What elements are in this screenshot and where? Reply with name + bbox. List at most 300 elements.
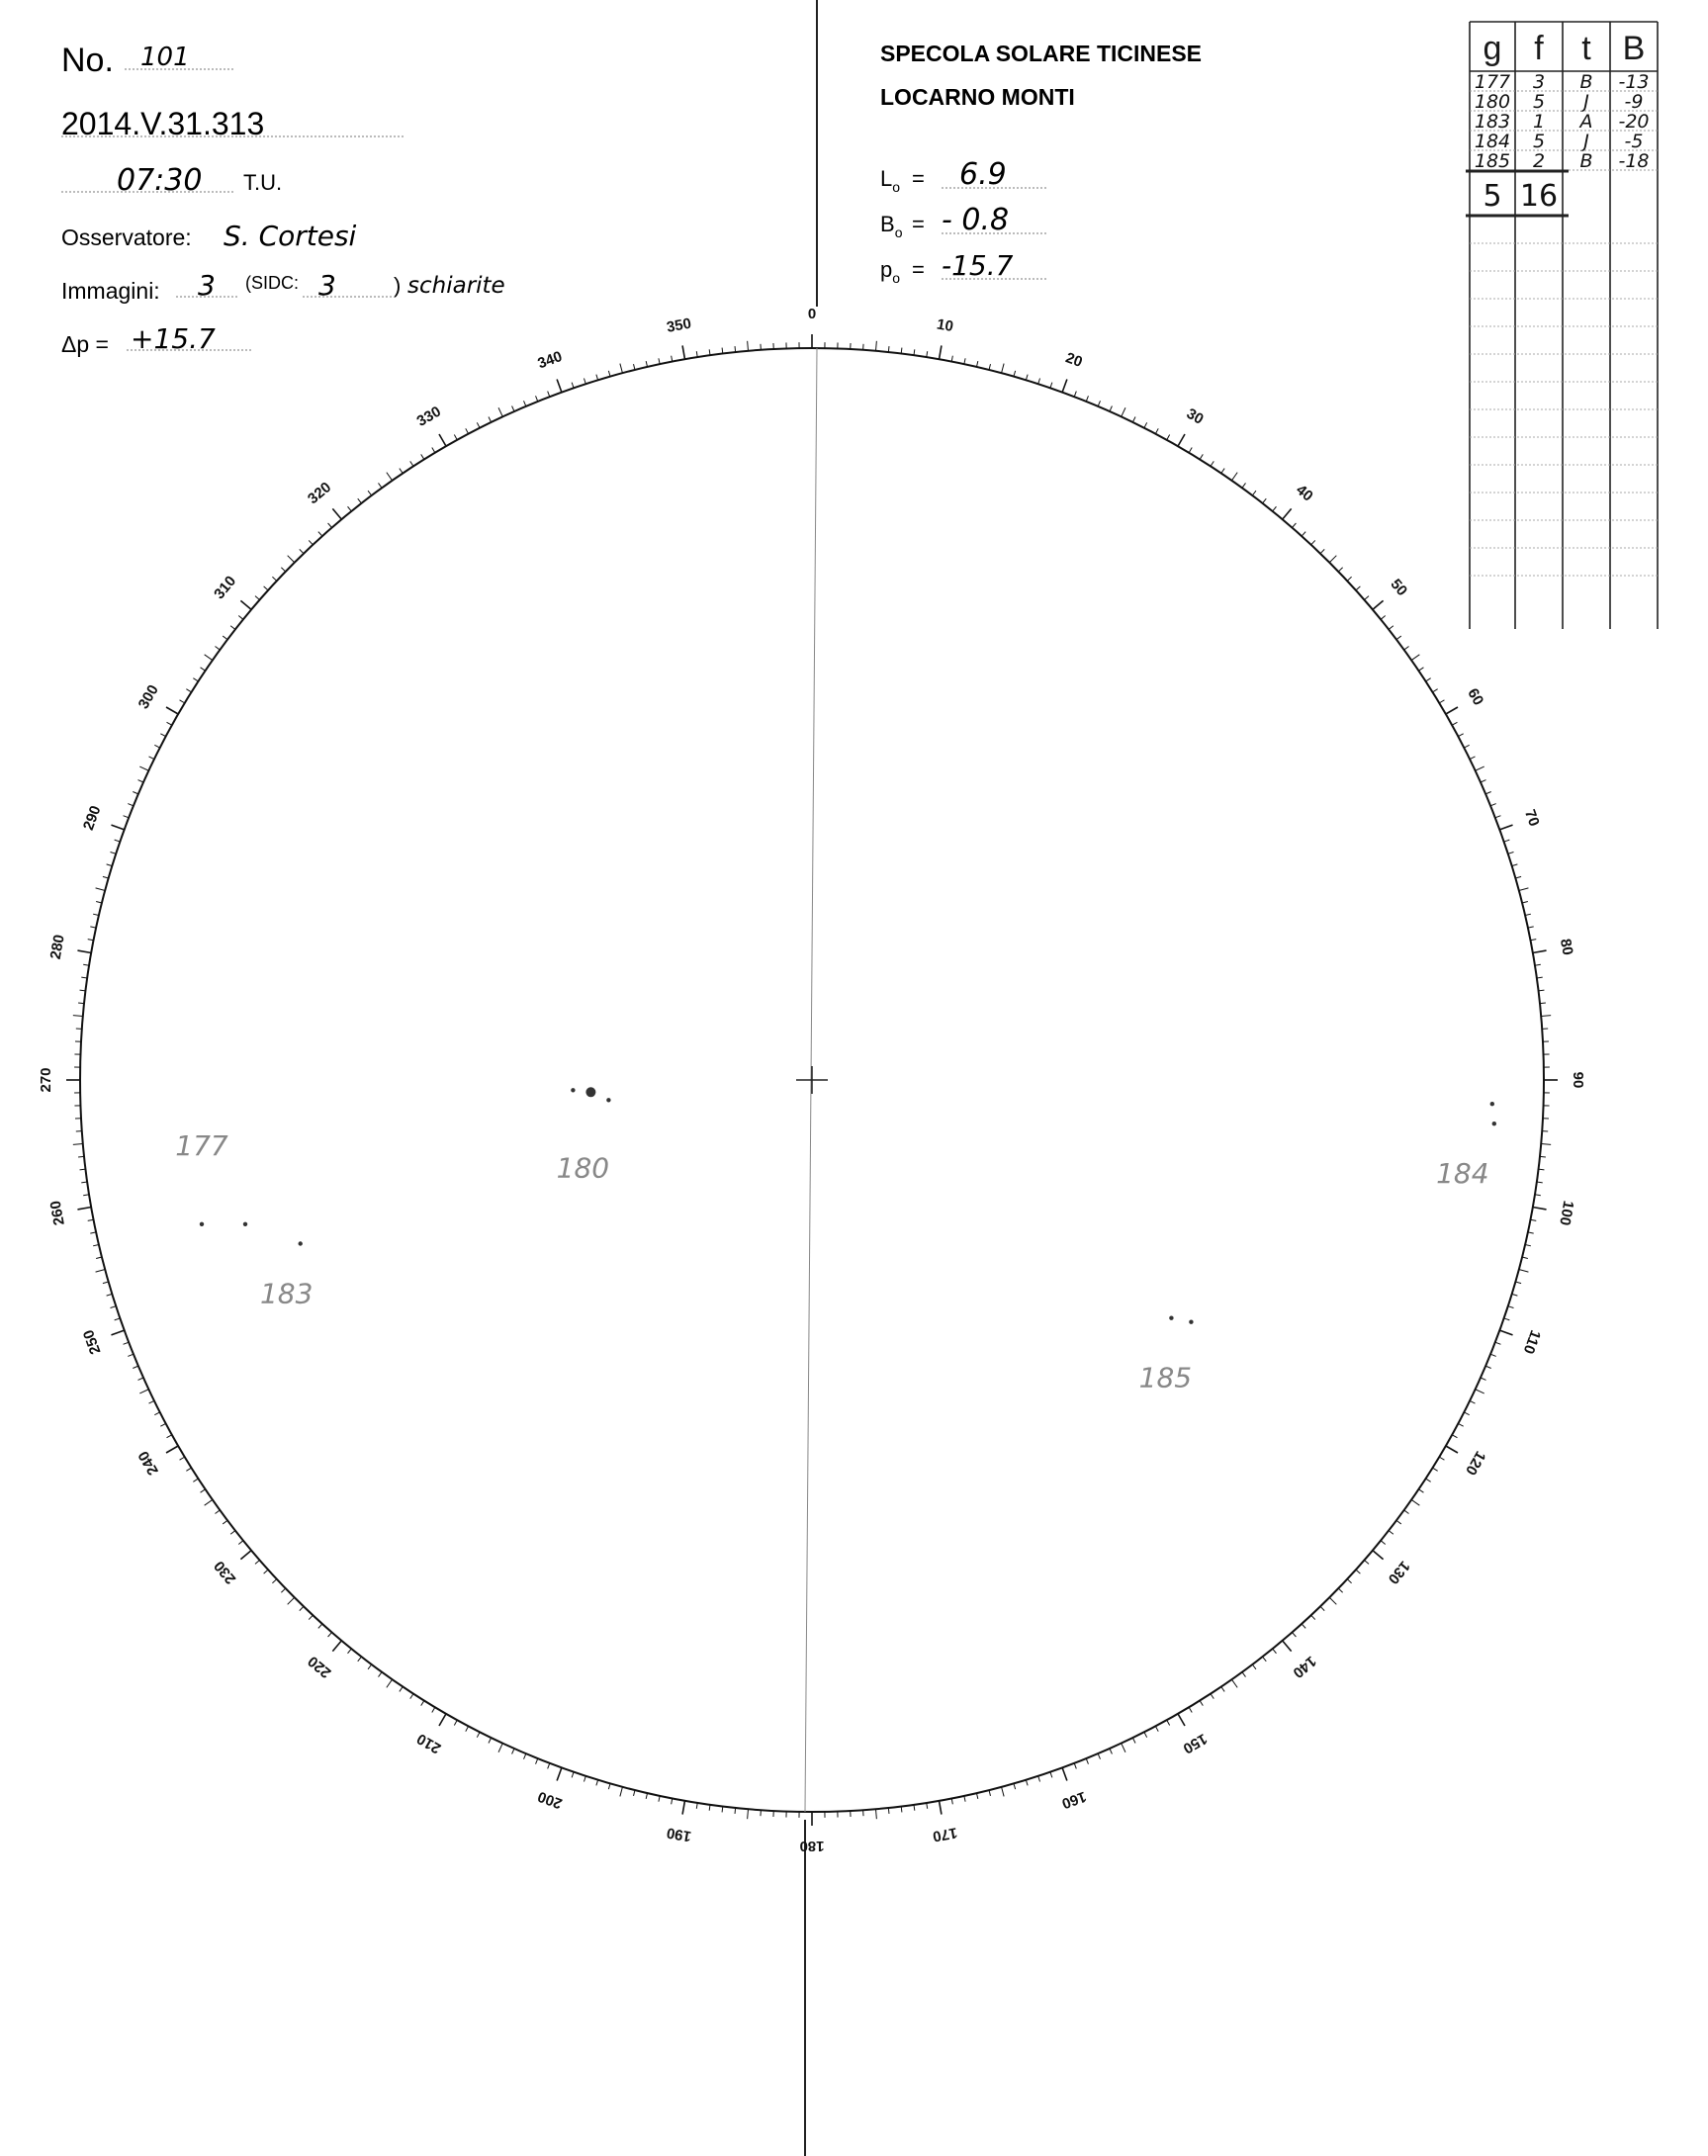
degree-tick (160, 734, 165, 737)
degree-tick (328, 1632, 332, 1637)
table-cell: 180 (1474, 91, 1511, 113)
table-cell: 3 (1532, 71, 1546, 93)
group-table (1466, 22, 1658, 629)
degree-tick (1356, 586, 1360, 590)
degree-tick (696, 1803, 697, 1809)
degree-tick (78, 1156, 84, 1157)
dp-value: +15.7 (131, 322, 216, 355)
degree-tick (524, 1753, 526, 1759)
degree-tick (1530, 1219, 1536, 1220)
time-unit: T.U. (243, 170, 283, 195)
degree-tick (264, 586, 268, 590)
degree-tick (888, 1808, 889, 1814)
degree-label: 250 (79, 1327, 105, 1357)
degree-label: 280 (46, 933, 68, 961)
degree-tick (1530, 940, 1536, 941)
degree-tick (498, 1744, 502, 1752)
degree-tick (1470, 757, 1475, 760)
degree-tick (1504, 1318, 1510, 1320)
degree-tick (1356, 1570, 1360, 1573)
degree-tick (154, 1412, 159, 1415)
degree-tick (1476, 766, 1484, 770)
table-cell: 5 (1532, 91, 1546, 113)
degree-tick (186, 689, 191, 692)
degree-tick (93, 1244, 99, 1245)
degree-tick (596, 1780, 598, 1786)
degree-tick (115, 840, 121, 842)
degree-tick (160, 1423, 165, 1426)
degree-tick (1302, 1624, 1305, 1628)
degree-tick (215, 647, 220, 651)
degree-tick (167, 722, 172, 725)
degree-tick (1273, 506, 1277, 511)
table-cell: 183 (1474, 111, 1511, 133)
degree-tick (940, 345, 942, 359)
degree-tick (1522, 902, 1528, 903)
degree-tick (1062, 379, 1067, 392)
degree-tick (1273, 1649, 1277, 1654)
table-header-cell: t (1581, 30, 1591, 67)
degree-tick (1263, 498, 1267, 503)
degree-tick (659, 358, 660, 364)
degree-tick (215, 1510, 220, 1514)
degree-tick (1495, 816, 1501, 818)
conditions-value: schiarite (407, 273, 505, 299)
degree-label: 350 (665, 314, 693, 336)
degree-tick (1458, 1423, 1463, 1426)
no-value: 101 (140, 43, 190, 72)
degree-tick (318, 532, 322, 536)
degree-tick (1189, 448, 1192, 453)
degree-tick (1122, 407, 1125, 416)
degree-tick (281, 568, 285, 572)
degree-label: 20 (1063, 349, 1085, 372)
degree-tick (1110, 406, 1112, 411)
degree-tick (1364, 596, 1369, 600)
degree-tick (1050, 1772, 1052, 1778)
degree-label: 330 (413, 403, 444, 430)
degree-tick (138, 780, 143, 782)
degree-tick (379, 483, 383, 488)
degree-tick (1464, 1412, 1469, 1415)
degree-tick (96, 1270, 106, 1273)
degree-tick (548, 1763, 550, 1769)
degree-label: 110 (1519, 1327, 1544, 1357)
group-label: 184 (1436, 1157, 1489, 1191)
degree-tick (512, 406, 514, 411)
l0-label: $L_o$ (880, 166, 901, 195)
degree-tick (73, 1144, 83, 1145)
degree-tick (1144, 422, 1147, 427)
degree-tick (193, 1479, 198, 1482)
degree-tick (167, 1435, 172, 1438)
degree-tick (1452, 722, 1457, 725)
degree-tick (1508, 852, 1514, 853)
degree-label: 160 (1059, 1787, 1089, 1813)
degree-tick (1381, 1541, 1386, 1545)
group-label: 177 (175, 1128, 228, 1162)
degree-tick (400, 1686, 403, 1691)
degree-tick (421, 454, 424, 459)
degree-tick (1292, 523, 1296, 528)
degree-tick (1155, 1726, 1158, 1731)
degree-tick (410, 1694, 413, 1699)
degree-tick (83, 1195, 89, 1196)
degree-tick (432, 1707, 435, 1712)
degree-tick (1002, 1787, 1005, 1797)
degree-tick (940, 1801, 942, 1815)
degree-tick (358, 498, 362, 503)
degree-label: 240 (135, 1448, 162, 1479)
table-cell: A (1579, 111, 1593, 133)
degree-tick (1338, 1588, 1342, 1592)
degree-tick (1508, 1306, 1514, 1308)
degree-tick (1200, 1701, 1203, 1706)
degree-tick (1515, 876, 1521, 878)
degree-tick (111, 1330, 124, 1335)
sunspot-dot (606, 1098, 610, 1102)
degree-tick (1252, 491, 1256, 495)
degree-label: 80 (1556, 937, 1576, 957)
table-cell: J (1583, 131, 1589, 152)
degree-tick (238, 616, 243, 620)
degree-label: 10 (935, 315, 955, 336)
degree-tick (1533, 950, 1547, 952)
degree-tick (454, 1720, 457, 1725)
degree-label: 90 (1570, 1071, 1587, 1089)
degree-tick (1519, 1270, 1529, 1273)
degree-tick (124, 816, 130, 818)
degree-tick (524, 401, 526, 406)
p0-value: -15.7 (942, 249, 1014, 282)
degree-tick (439, 1714, 446, 1726)
images-label: Immagini: (61, 278, 160, 304)
degree-tick (1211, 461, 1214, 466)
degree-tick (1389, 1531, 1393, 1535)
degree-tick (1481, 1378, 1485, 1380)
degree-tick (1283, 1641, 1292, 1652)
table-header-cell: B (1622, 30, 1646, 67)
degree-tick (1464, 745, 1469, 748)
sidc-close: ) (394, 273, 402, 298)
degree-label: 120 (1462, 1448, 1489, 1479)
observer-label: Osservatore: (61, 225, 192, 250)
degree-tick (139, 766, 148, 770)
degree-tick (1292, 1632, 1296, 1637)
degree-tick (1495, 1342, 1501, 1344)
table-cell: 185 (1474, 150, 1511, 172)
sunspot-dot (571, 1088, 575, 1092)
degree-tick (78, 1003, 84, 1004)
degree-label: 70 (1520, 807, 1543, 829)
degree-tick (1535, 964, 1541, 965)
degree-tick (1439, 700, 1444, 703)
table-cell: B (1579, 71, 1593, 93)
degree-tick (1231, 473, 1237, 481)
degree-label: 320 (305, 479, 335, 508)
degree-tick (111, 852, 117, 853)
degree-tick (1528, 927, 1534, 928)
degree-tick (1242, 1672, 1246, 1677)
degree-tick (96, 1257, 102, 1258)
degree-tick (90, 927, 96, 928)
degree-tick (989, 1790, 990, 1796)
degree-tick (1098, 1753, 1100, 1759)
degree-label: 220 (305, 1652, 335, 1681)
degree-tick (103, 1282, 109, 1284)
table-cell: 2 (1532, 150, 1546, 172)
degree-tick (1485, 792, 1491, 794)
degree-tick (1110, 1749, 1112, 1753)
table-cell: -18 (1618, 150, 1650, 172)
degree-tick (1433, 689, 1438, 692)
degree-tick (93, 914, 99, 915)
degree-tick (73, 1016, 83, 1017)
degree-tick (1458, 734, 1463, 737)
degree-tick (205, 1499, 213, 1505)
degree-tick (927, 351, 928, 357)
degree-tick (1132, 1738, 1135, 1743)
time-value: 07:30 (117, 163, 203, 198)
b0-label: $B_o$ (880, 212, 903, 240)
degree-tick (454, 435, 457, 440)
table-header-cell: g (1483, 30, 1502, 67)
degree-tick (1062, 1767, 1067, 1780)
degree-label: 210 (413, 1730, 444, 1757)
degree-tick (572, 1772, 574, 1778)
sidc-value: 3 (318, 269, 336, 302)
degree-tick (1155, 428, 1158, 433)
degree-label: 290 (79, 803, 105, 833)
degree-tick (115, 1318, 121, 1320)
degree-tick (1347, 1579, 1351, 1583)
degree-tick (368, 491, 372, 495)
degree-tick (498, 407, 502, 416)
sunspot-dot (1490, 1102, 1494, 1106)
degree-tick (223, 1520, 227, 1524)
sunspot-dot (1492, 1122, 1496, 1125)
degree-tick (672, 1798, 673, 1804)
degree-tick (620, 364, 623, 374)
degree-label: 230 (211, 1557, 240, 1587)
degree-tick (659, 1796, 660, 1802)
degree-tick (309, 540, 313, 544)
degree-tick (439, 434, 446, 446)
degree-tick (358, 1657, 362, 1662)
sunspot-dot (200, 1222, 204, 1226)
degree-tick (976, 1793, 977, 1799)
degree-tick (318, 1624, 322, 1628)
degree-tick (1098, 401, 1100, 406)
degree-tick (83, 964, 89, 965)
degree-tick (1302, 532, 1305, 536)
degree-tick (368, 1664, 372, 1669)
degree-tick (272, 577, 276, 581)
degree-tick (634, 364, 635, 370)
degree-tick (1329, 1597, 1336, 1604)
b0-value: - 0.8 (942, 203, 1010, 237)
degree-tick (124, 1342, 130, 1344)
table-cell: -9 (1624, 91, 1644, 113)
degree-tick (96, 902, 102, 903)
degree-label: 180 (799, 1838, 825, 1855)
degree-tick (1132, 417, 1135, 422)
degree-tick (1320, 1606, 1324, 1610)
degree-tick (608, 1783, 610, 1789)
degree-tick (1541, 1144, 1551, 1145)
degree-tick (166, 707, 178, 714)
l0-value: 6.9 (959, 157, 1007, 192)
solar-disk (38, 306, 1586, 1854)
table-total-cell: 5 (1483, 179, 1502, 214)
table-cell: -20 (1618, 111, 1650, 133)
degree-tick (230, 626, 235, 630)
degree-label: 150 (1180, 1730, 1211, 1757)
degree-tick (477, 422, 480, 427)
degree-tick (255, 596, 260, 600)
degree-tick (1221, 469, 1224, 474)
degree-label: 260 (46, 1199, 68, 1227)
degree-label: 170 (931, 1824, 959, 1845)
observatory-name: SPECOLA SOLARE TICINESE (880, 41, 1203, 66)
degree-tick (596, 375, 598, 381)
degree-tick (180, 1457, 185, 1460)
degree-tick (1026, 1780, 1028, 1786)
degree-tick (672, 356, 673, 362)
degree-tick (964, 358, 965, 364)
degree-tick (1178, 1714, 1185, 1726)
degree-tick (1540, 1156, 1546, 1157)
degree-tick (264, 1570, 268, 1573)
sunspot-dot (1189, 1320, 1193, 1324)
degree-tick (748, 1809, 749, 1819)
degree-tick (332, 1641, 341, 1652)
sunspot-dot (243, 1222, 247, 1226)
degree-tick (1525, 914, 1531, 915)
degree-tick (149, 1400, 154, 1403)
degree-label: 310 (211, 573, 240, 603)
degree-tick (536, 396, 538, 402)
degree-tick (1396, 1520, 1401, 1524)
degree-tick (1433, 1468, 1438, 1471)
degree-tick (927, 1803, 928, 1809)
degree-tick (348, 1649, 352, 1654)
degree-tick (489, 1738, 492, 1743)
degree-tick (128, 804, 134, 806)
degree-tick (1404, 1510, 1409, 1514)
degree-tick (1512, 1294, 1518, 1296)
degree-label: 130 (1384, 1557, 1413, 1587)
degree-tick (240, 1551, 251, 1560)
degree-label: 300 (135, 681, 162, 712)
degree-tick (103, 876, 109, 878)
degree-tick (1086, 396, 1088, 402)
degree-tick (1528, 1232, 1534, 1233)
degree-tick (572, 383, 574, 389)
degree-tick (300, 1606, 304, 1610)
sidc-label: (SIDC: (245, 273, 299, 293)
degree-tick (432, 448, 435, 453)
b0-equals: = (912, 212, 925, 236)
degree-tick (1519, 888, 1529, 891)
degree-tick (400, 469, 403, 474)
degree-tick (1002, 364, 1005, 374)
degree-tick (1329, 556, 1336, 563)
degree-tick (584, 1776, 585, 1782)
table-cell: B (1579, 150, 1593, 172)
degree-tick (1263, 1657, 1267, 1662)
degree-tick (88, 1219, 94, 1220)
degree-tick (1122, 1744, 1125, 1752)
degree-tick (1074, 392, 1076, 398)
degree-tick (466, 428, 469, 433)
degree-tick (876, 1809, 877, 1819)
degree-tick (748, 341, 749, 351)
degree-tick (166, 1446, 178, 1453)
degree-tick (1418, 1489, 1423, 1492)
degree-tick (410, 461, 413, 466)
table-cell: 5 (1532, 131, 1546, 152)
degree-tick (1311, 1615, 1315, 1619)
group-label: 180 (556, 1151, 610, 1185)
degree-tick (138, 1378, 143, 1380)
degree-tick (1470, 1400, 1475, 1403)
degree-tick (133, 1366, 138, 1368)
degree-label: 40 (1293, 481, 1316, 505)
degree-tick (238, 1541, 243, 1545)
ephemeris-block (880, 157, 1048, 286)
degree-tick (557, 379, 562, 392)
table-cell: -13 (1618, 71, 1650, 93)
degree-tick (964, 1796, 965, 1802)
degree-tick (193, 678, 198, 681)
degree-tick (682, 1801, 684, 1815)
degree-tick (201, 668, 206, 671)
degree-tick (421, 1701, 424, 1706)
degree-tick (1026, 375, 1028, 381)
degree-tick (281, 1588, 285, 1592)
degree-tick (608, 371, 610, 377)
degree-tick (1014, 1783, 1016, 1789)
degree-tick (735, 346, 736, 352)
degree-tick (309, 1615, 313, 1619)
degree-tick (272, 1579, 276, 1583)
degree-tick (332, 508, 341, 519)
degree-label: 60 (1464, 685, 1487, 709)
degree-tick (1426, 1479, 1431, 1482)
degree-tick (1439, 1457, 1444, 1460)
degree-label: 200 (535, 1787, 565, 1813)
degree-tick (584, 379, 585, 385)
degree-tick (976, 361, 977, 367)
degree-tick (77, 950, 91, 952)
degree-tick (620, 1787, 623, 1797)
degree-tick (1446, 707, 1458, 714)
degree-tick (1014, 371, 1016, 377)
degree-tick (1522, 1257, 1528, 1258)
degree-tick (107, 864, 113, 866)
degree-tick (1389, 626, 1393, 630)
degree-tick (1221, 1686, 1224, 1691)
degree-tick (1404, 647, 1409, 651)
degree-tick (201, 1489, 206, 1492)
degree-tick (1167, 435, 1170, 440)
degree-tick (300, 549, 304, 553)
degree-tick (951, 356, 952, 362)
degree-tick (1525, 1244, 1531, 1245)
degree-tick (1283, 508, 1292, 519)
degree-tick (133, 792, 138, 794)
